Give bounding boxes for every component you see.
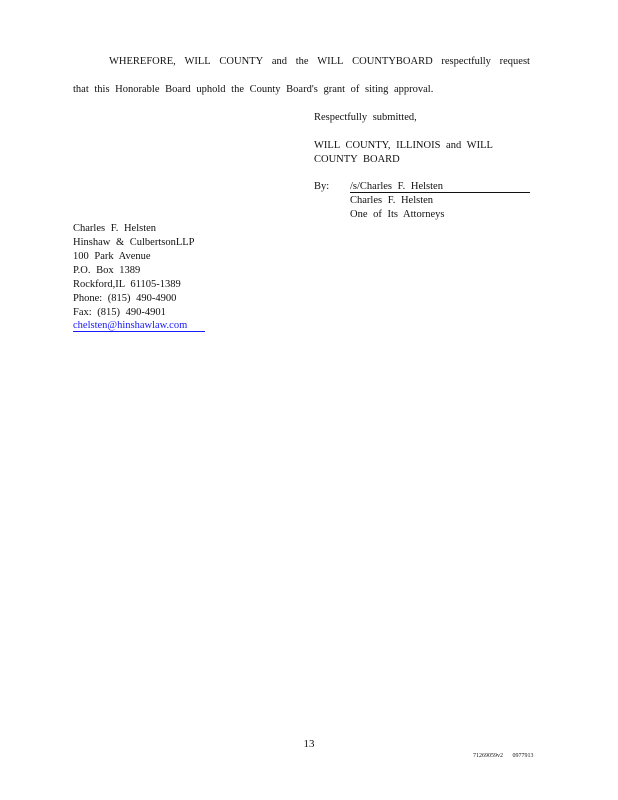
word: WHEREFORE,	[109, 56, 176, 67]
city-state-zip: Rockford,IL 61105-1389	[73, 279, 181, 290]
by-label: By:	[314, 181, 330, 192]
attorney-name: Charles F. Helsten	[73, 223, 157, 234]
word: WILL	[184, 56, 211, 67]
page-number: 13	[303, 738, 315, 750]
email-address[interactable]: chelsten@hinshawlaw.com	[73, 320, 188, 331]
paragraph-line-1	[73, 55, 530, 69]
email-underline	[73, 331, 205, 332]
fax: Fax: (815) 490-4901	[73, 307, 166, 318]
word: COUNTY	[219, 56, 264, 67]
phone: Phone: (815) 490-4900	[73, 293, 177, 304]
word: COUNTYBOARD	[352, 56, 433, 67]
word: WILL	[317, 56, 344, 67]
party-line-2: COUNTY BOARD	[314, 154, 400, 165]
word: the	[295, 56, 309, 67]
po-box: P.O. Box 1389	[73, 265, 141, 276]
paragraph-line-2: that this Honorable Board uphold the County Board's grant of siting approval.	[73, 84, 434, 95]
party-line-1: WILL COUNTY, ILLINOIS and WILL	[314, 140, 493, 151]
document-code: 71269059v2 0977913	[473, 753, 534, 759]
signature-line	[350, 192, 530, 193]
electronic-signature: /s/Charles F. Helsten	[350, 181, 443, 192]
street-address: 100 Park Avenue	[73, 251, 151, 262]
closing: Respectfully submitted,	[314, 112, 417, 123]
signer-name: Charles F. Helsten	[350, 195, 434, 206]
firm-name: Hinshaw & CulbertsonLLP	[73, 237, 195, 248]
word: respectfully	[441, 56, 491, 67]
word: and	[271, 56, 288, 67]
signer-title: One of Its Attorneys	[350, 209, 445, 220]
word: request	[499, 56, 530, 67]
